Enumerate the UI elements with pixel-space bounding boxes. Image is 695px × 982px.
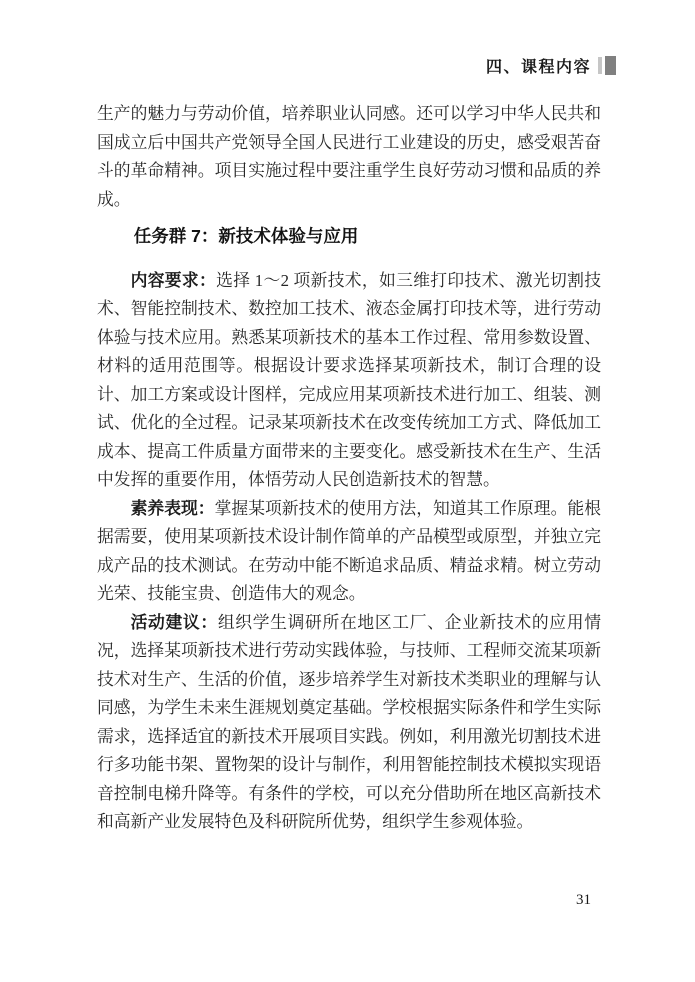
paragraph-lead-label: 素养表现：	[130, 498, 215, 518]
paragraph-text: 选择 1～2 项新技术，如三维打印技术、激光切割技术、智能控制技术、数控加工技术、液态金属打印技术等，进行劳动体验与技术应用。熟悉某项新技术的基本工作过程、常用参数设置、材料的适用范围等。根据设计要求选择某项新技术，制订合理的设计、加工方案或设计图样，完成应用某项新技术进行加工、组装、测试、优化的全过程。记录某项新技术在改变传统加工方式、降低加工成本、提高工件质量方面带来的主要变化。感受新技术在生产、生活中发挥的重要作用，体悟劳动人民创造新技术的智慧。	[97, 270, 601, 489]
header-bar-icon	[605, 56, 616, 75]
chapter-header-title: 四、课程内容	[485, 59, 591, 76]
paragraph-competency-expression	[97, 495, 601, 609]
paragraph-lead-label: 活动建议：	[130, 612, 218, 632]
task-group-heading: 任务群 7：新技术体验与应用	[133, 226, 359, 246]
page-number: 31	[576, 892, 591, 908]
paragraph-continued-intro: 生产的魅力与劳动价值，培养职业认同感。还可以学习中华人民共和国成立后中国共产党领导全国人民进行工业建设的历史，感受艰苦奋斗的革命精神。项目实施过程中要注重学生良好劳动习惯和品质的养成。	[97, 104, 601, 209]
paragraph-text: 掌握某项新技术的使用方法，知道其工作原理。能根据需要，使用某项新技术设计制作简单的产品模型或原型，并独立完成产品的技术测试。在劳动中能不断追求品质、精益求精。树立劳动光荣、技能宝贵、创造伟大的观念。	[97, 498, 601, 603]
page-body	[97, 100, 601, 837]
paragraph-content-requirements	[97, 267, 601, 495]
paragraph-activity-suggestions	[97, 609, 601, 837]
header-bar-icon	[598, 57, 602, 74]
running-header	[486, 56, 616, 75]
paragraph-text: 组织学生调研所在地区工厂、企业新技术的应用情况，选择某项新技术进行劳动实践体验，与技师、工程师交流某项新技术对生产、生活的价值，逐步培养学生对新技术类职业的理解与认同感，为学生未来生涯规划奠定基础。学校根据实际条件和学生实际需求，选择适宜的新技术开展项目实践。例如，利用激光切割技术进行多功能书架、置物架的设计与制作，利用智能控制技术模拟实现语音控制电梯升降等。有条件的学校，可以充分借助所在地区高新技术和高新产业发展特色及科研院所优势，组织学生参观体验。	[97, 612, 601, 831]
paragraph-lead-label: 内容要求：	[130, 270, 217, 290]
